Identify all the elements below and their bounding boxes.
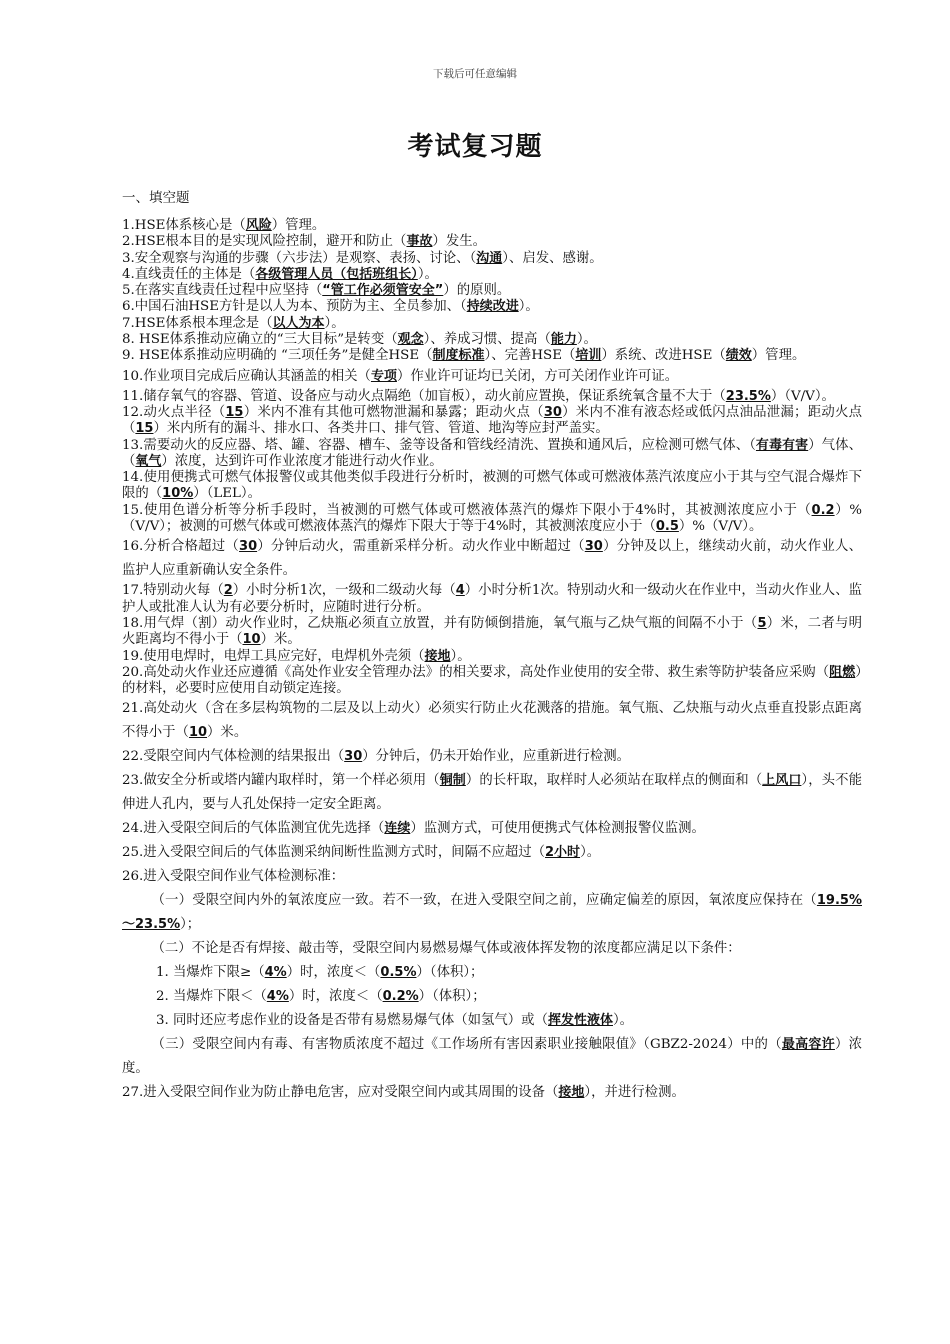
question-item (122, 316, 862, 332)
answer-blank: 19.5%～23.5% (122, 893, 862, 933)
question-text: ）分钟后，仍未开始作业，应重新进行检测。 (362, 749, 631, 765)
question-text: ）分钟后动火，需重新采样分析。动火作业中断超过（ (257, 539, 585, 555)
question-text: ）气体、（ (122, 437, 862, 469)
answer-blank: 4% (264, 965, 287, 981)
question-item (122, 348, 862, 364)
question-text: ）浓度。 (122, 1037, 862, 1077)
question-text: ）、完善HSE（ (484, 348, 576, 364)
answer-blank: 风险 (245, 218, 272, 233)
question-text: 23.做安全分析或塔内罐内取样时，第一个样必须用（ (122, 773, 440, 789)
question-item (122, 438, 862, 471)
question-text: 11.储存氧气的容器、管道、设备应与动火点隔绝（加盲板），动火前应置换，保证系统氧含量不大于（ (122, 388, 726, 404)
question-text: 17.特别动火每（ (122, 583, 224, 599)
question-text: ）作业许可证均已关闭，方可关闭作业许可证。 (396, 368, 679, 384)
question-list (122, 218, 862, 1105)
question-text: ）浓度，达到许可作业浓度才能进行动火作业。 (161, 453, 443, 469)
question-text: ）（V/V）。 (770, 388, 835, 404)
answer-blank: 上风口 (762, 773, 802, 789)
question-text: ）米。 (207, 725, 248, 741)
answer-blank: 30 (584, 539, 603, 555)
answer-blank: 铜制 (439, 773, 466, 789)
answer-blank: 培训 (575, 348, 602, 364)
question-text: ）米。 (260, 632, 301, 648)
question-text: ）。 (580, 845, 601, 861)
answer-blank: 30 (344, 749, 363, 765)
answer-blank: 接地 (424, 648, 451, 664)
question-item (122, 299, 862, 315)
question-text: 3.安全观察与沟通的步骤（六步法）是观察、表扬、讨论、（ (122, 250, 477, 266)
answer-blank: 4% (266, 989, 289, 1005)
answer-blank: 2小时 (545, 845, 581, 861)
question-text: 22.受限空间内气体检测的结果报出（ (122, 749, 345, 765)
question-text: （二）不论是否有焊接、敲击等，受限空间内易燃易爆气体或液体挥发物的浓度都应满足以下条件： (151, 941, 741, 957)
answer-blank: 连续 (384, 821, 411, 837)
question-item (122, 1009, 862, 1033)
question-text: 13.需要动火的反应器、塔、罐、容器、槽车、釜等设备和管线经清洗、置换和通风后，应检测可燃气体、（ (122, 437, 756, 453)
question-item (122, 649, 862, 665)
answer-blank: 接地 (558, 1085, 585, 1101)
question-text: 7.HSE体系根本理念是（ (122, 315, 273, 331)
question-text: ）时，浓度＜（ (286, 965, 381, 981)
question-item (122, 1081, 862, 1105)
header-note: 下载后可任意编辑 (433, 68, 517, 80)
question-item (122, 665, 862, 698)
question-text: ）%（V/V）；被测的可燃气体或可燃液体蒸汽的爆炸下限大于等于4%时，其被测浓度应小于（ (122, 502, 862, 535)
question-text: ）监测方式，可使用便携式气体检测报警仪监测。 (410, 821, 705, 837)
answer-blank: 事故 (406, 234, 433, 250)
question-text: 26.进入受限空间作业气体检测标准： (122, 869, 345, 885)
answer-blank: 10 (242, 632, 261, 648)
question-item (122, 405, 862, 438)
question-item (122, 267, 862, 283)
question-text: ）（体积）； (418, 989, 486, 1005)
question-item (122, 389, 862, 405)
question-text: 8. HSE体系推动应确立的“三大目标”是转变（ (122, 332, 398, 348)
answer-blank: 制度标准 (432, 348, 485, 364)
answer-blank: 10 (188, 725, 208, 741)
question-item (122, 865, 862, 889)
answer-blank: 持续改进 (466, 299, 519, 315)
question-text: 25.进入受限空间后的气体监测采纳间断性监测方式时，间隔不应超过（ (122, 845, 546, 861)
question-text: ），并进行检测。 (584, 1085, 685, 1101)
question-item (122, 889, 862, 937)
answer-blank: 4 (455, 583, 465, 599)
answer-blank: 5 (757, 615, 767, 631)
question-text: 12.动火点半径（ (122, 404, 226, 420)
question-text: （一）受限空间内外的氧浓度应一致。若不一致，在进入受限空间之前，应确定偏差的原因，氧浓度应保持在（ (151, 893, 817, 909)
question-text: 18.用气焊（割）动火作业时，乙炔瓶必须直立放置，并有防倾倒措施，氧气瓶与乙炔气瓶的间隔不小于（ (122, 615, 758, 631)
question-text: 6.中国石油HSE方针是以人为本、预防为主、全员参加、（ (122, 299, 467, 315)
question-text: ）。 (324, 315, 345, 331)
question-item (122, 251, 862, 267)
question-text: ）。 (576, 332, 597, 348)
question-text: ）、启发、感谢。 (502, 250, 603, 266)
question-text: 1.HSE体系核心是（ (122, 218, 246, 233)
question-text: ）小时分析1次。特别动火和一级动火在作业中，当动火作业人、监护人或批准人认为有必要分析时，应随时进行分析。 (122, 583, 862, 615)
question-text: 4.直线责任的主体是（ (122, 266, 256, 282)
question-text: ）米内所有的漏斗、排水口、各类井口、排气管、管道、地沟等应封严盖实。 (153, 421, 609, 437)
question-text: ）分钟及以上，继续动火前，动火作业人、监护人应重新确认安全条件。 (122, 539, 863, 579)
answer-blank: 0.2 (811, 502, 835, 518)
question-text: 14.使用便携式可燃气体报警仪或其他类似手段进行分析时，被测的可燃气体或可燃液体蒸汽浓度应小于其与空气混合爆炸下限的（ (122, 470, 862, 502)
question-text: ）时，浓度＜（ (288, 989, 383, 1005)
question-text: ）发生。 (432, 234, 487, 250)
question-text: ）。 (518, 299, 539, 315)
question-item (122, 745, 862, 769)
question-text: ）管理。 (751, 348, 806, 364)
question-text: ），头不能伸进人孔内，要与人孔处保持一定安全距离。 (122, 773, 862, 813)
question-text: ）的长杆取，取样时人必须站在取样点的侧面和（ (465, 773, 763, 789)
answer-blank: 能力 (550, 332, 577, 348)
answer-blank: 15 (135, 421, 154, 437)
answer-blank: 0.5% (380, 965, 417, 981)
answer-blank: 2 (223, 583, 233, 599)
answer-blank: 专项 (370, 368, 397, 384)
question-text: 20.高处动火作业还应遵循《高处作业安全管理办法》的相关要求，高处作业使用的安全带、救生索等防护装备应采购（ (122, 664, 830, 680)
question-item (122, 535, 862, 583)
question-text: 24.进入受限空间后的气体监测宜优先选择（ (122, 821, 385, 837)
answer-blank: “管工作必须管安全” (322, 283, 444, 299)
answer-blank: 氧气 (135, 453, 162, 469)
question-text: 2.HSE根本目的是实现风险控制，避开和防止（ (122, 234, 407, 250)
answer-blank: 阻燃 (829, 664, 856, 680)
question-item (122, 283, 862, 299)
question-item (122, 961, 862, 985)
question-text: 1. 当爆炸下限≥（ (156, 965, 265, 981)
question-item (122, 1033, 862, 1081)
question-text: ）。 (417, 266, 438, 282)
question-text: ）。 (450, 648, 471, 664)
question-text: ）（体积）； (416, 965, 484, 981)
question-text: ）； (180, 917, 201, 933)
question-text: ）、养成习惯、提高（ (423, 332, 551, 348)
answer-blank: 10% (162, 486, 194, 502)
answer-blank: 0.2% (382, 989, 419, 1005)
question-text: ）的材料，必要时应使用自动锁定连接。 (122, 664, 862, 697)
answer-blank: 最高容许 (781, 1037, 835, 1053)
answer-blank: 绩效 (725, 348, 752, 364)
answer-blank: 沟通 (476, 250, 503, 266)
question-text: 9. HSE体系推动应明确的 “三项任务”是健全HSE（ (122, 348, 433, 364)
question-item (122, 503, 862, 536)
question-item (122, 937, 862, 961)
answer-blank: 观念 (397, 332, 424, 348)
answer-blank: 挥发性液体 (547, 1013, 613, 1029)
question-text: 27.进入受限空间作业为防止静电危害，应对受限空间内或其周围的设备（ (122, 1085, 559, 1101)
question-item (122, 616, 862, 649)
question-text: 5.在落实直线责任过程中应坚持（ (122, 283, 323, 299)
document-title: 考试复习题 (407, 132, 543, 162)
answer-blank: 15 (225, 404, 244, 420)
question-item (122, 817, 862, 841)
question-text: ）米内不准有其他可燃物泄漏和暴露；距动火点（ (243, 404, 544, 420)
question-text: ）米内不准有液态烃或低闪点油品泄漏；距动火点（ (122, 404, 863, 437)
answer-blank: 30 (543, 404, 562, 420)
answer-blank: 30 (239, 539, 258, 555)
answer-blank: 23.5% (725, 388, 771, 404)
question-text: 21.高处动火（含在多层构筑物的二层及以上动火）必须实行防止火花溅落的措施。氧气瓶、乙炔瓶与动火点垂直投影点距离不得小于（ (122, 701, 862, 741)
question-text: 15.使用色谱分析等分析手段时，当被测的可燃气体或可燃液体蒸汽的爆炸下限小于4%时，其被测浓度应小于（ (122, 502, 812, 518)
question-text: ）的原则。 (443, 283, 511, 299)
question-item (122, 769, 862, 817)
question-item (122, 332, 862, 348)
question-item (122, 365, 862, 389)
question-text: ）米，二者与明火距离均不得小于（ (122, 615, 862, 648)
question-item (122, 985, 862, 1009)
question-text: ）%（V/V）。 (678, 519, 763, 535)
question-item (122, 234, 862, 250)
question-item (122, 218, 862, 234)
answer-blank: 以人为本 (272, 315, 325, 331)
section-heading: 一、填空题 (122, 190, 190, 206)
question-item (122, 697, 862, 745)
question-text: ）（LEL）。 (193, 486, 262, 502)
answer-blank: 0.5 (655, 519, 679, 535)
question-text: ）。 (612, 1013, 634, 1029)
question-item (122, 470, 862, 503)
answer-blank: 有毒有害 (755, 437, 809, 453)
question-item (122, 841, 862, 865)
question-item (122, 583, 862, 616)
question-text: 2. 当爆炸下限＜（ (156, 989, 267, 1005)
question-text: ）小时分析1次，一级和二级动火每（ (232, 583, 456, 599)
answer-blank: 各级管理人员（包括班组长） (255, 266, 418, 282)
question-text: ）系统、改进HSE（ (601, 348, 726, 364)
question-text: 16.分析合格超过（ (122, 539, 240, 555)
question-text: ）管理。 (271, 218, 326, 233)
question-text: 19.使用电焊时，电焊工具应完好，电焊机外壳须（ (122, 648, 425, 664)
question-text: （三）受限空间内有毒、有害物质浓度不超过《工作场所有害因素职业接触限值》（GBZ2-2024）中的（ (151, 1037, 782, 1053)
question-text: 3. 同时还应考虑作业的设备是否带有易燃易爆气体（如氢气）或（ (156, 1013, 548, 1029)
question-text: 10.作业项目完成后应确认其涵盖的相关（ (122, 368, 371, 384)
